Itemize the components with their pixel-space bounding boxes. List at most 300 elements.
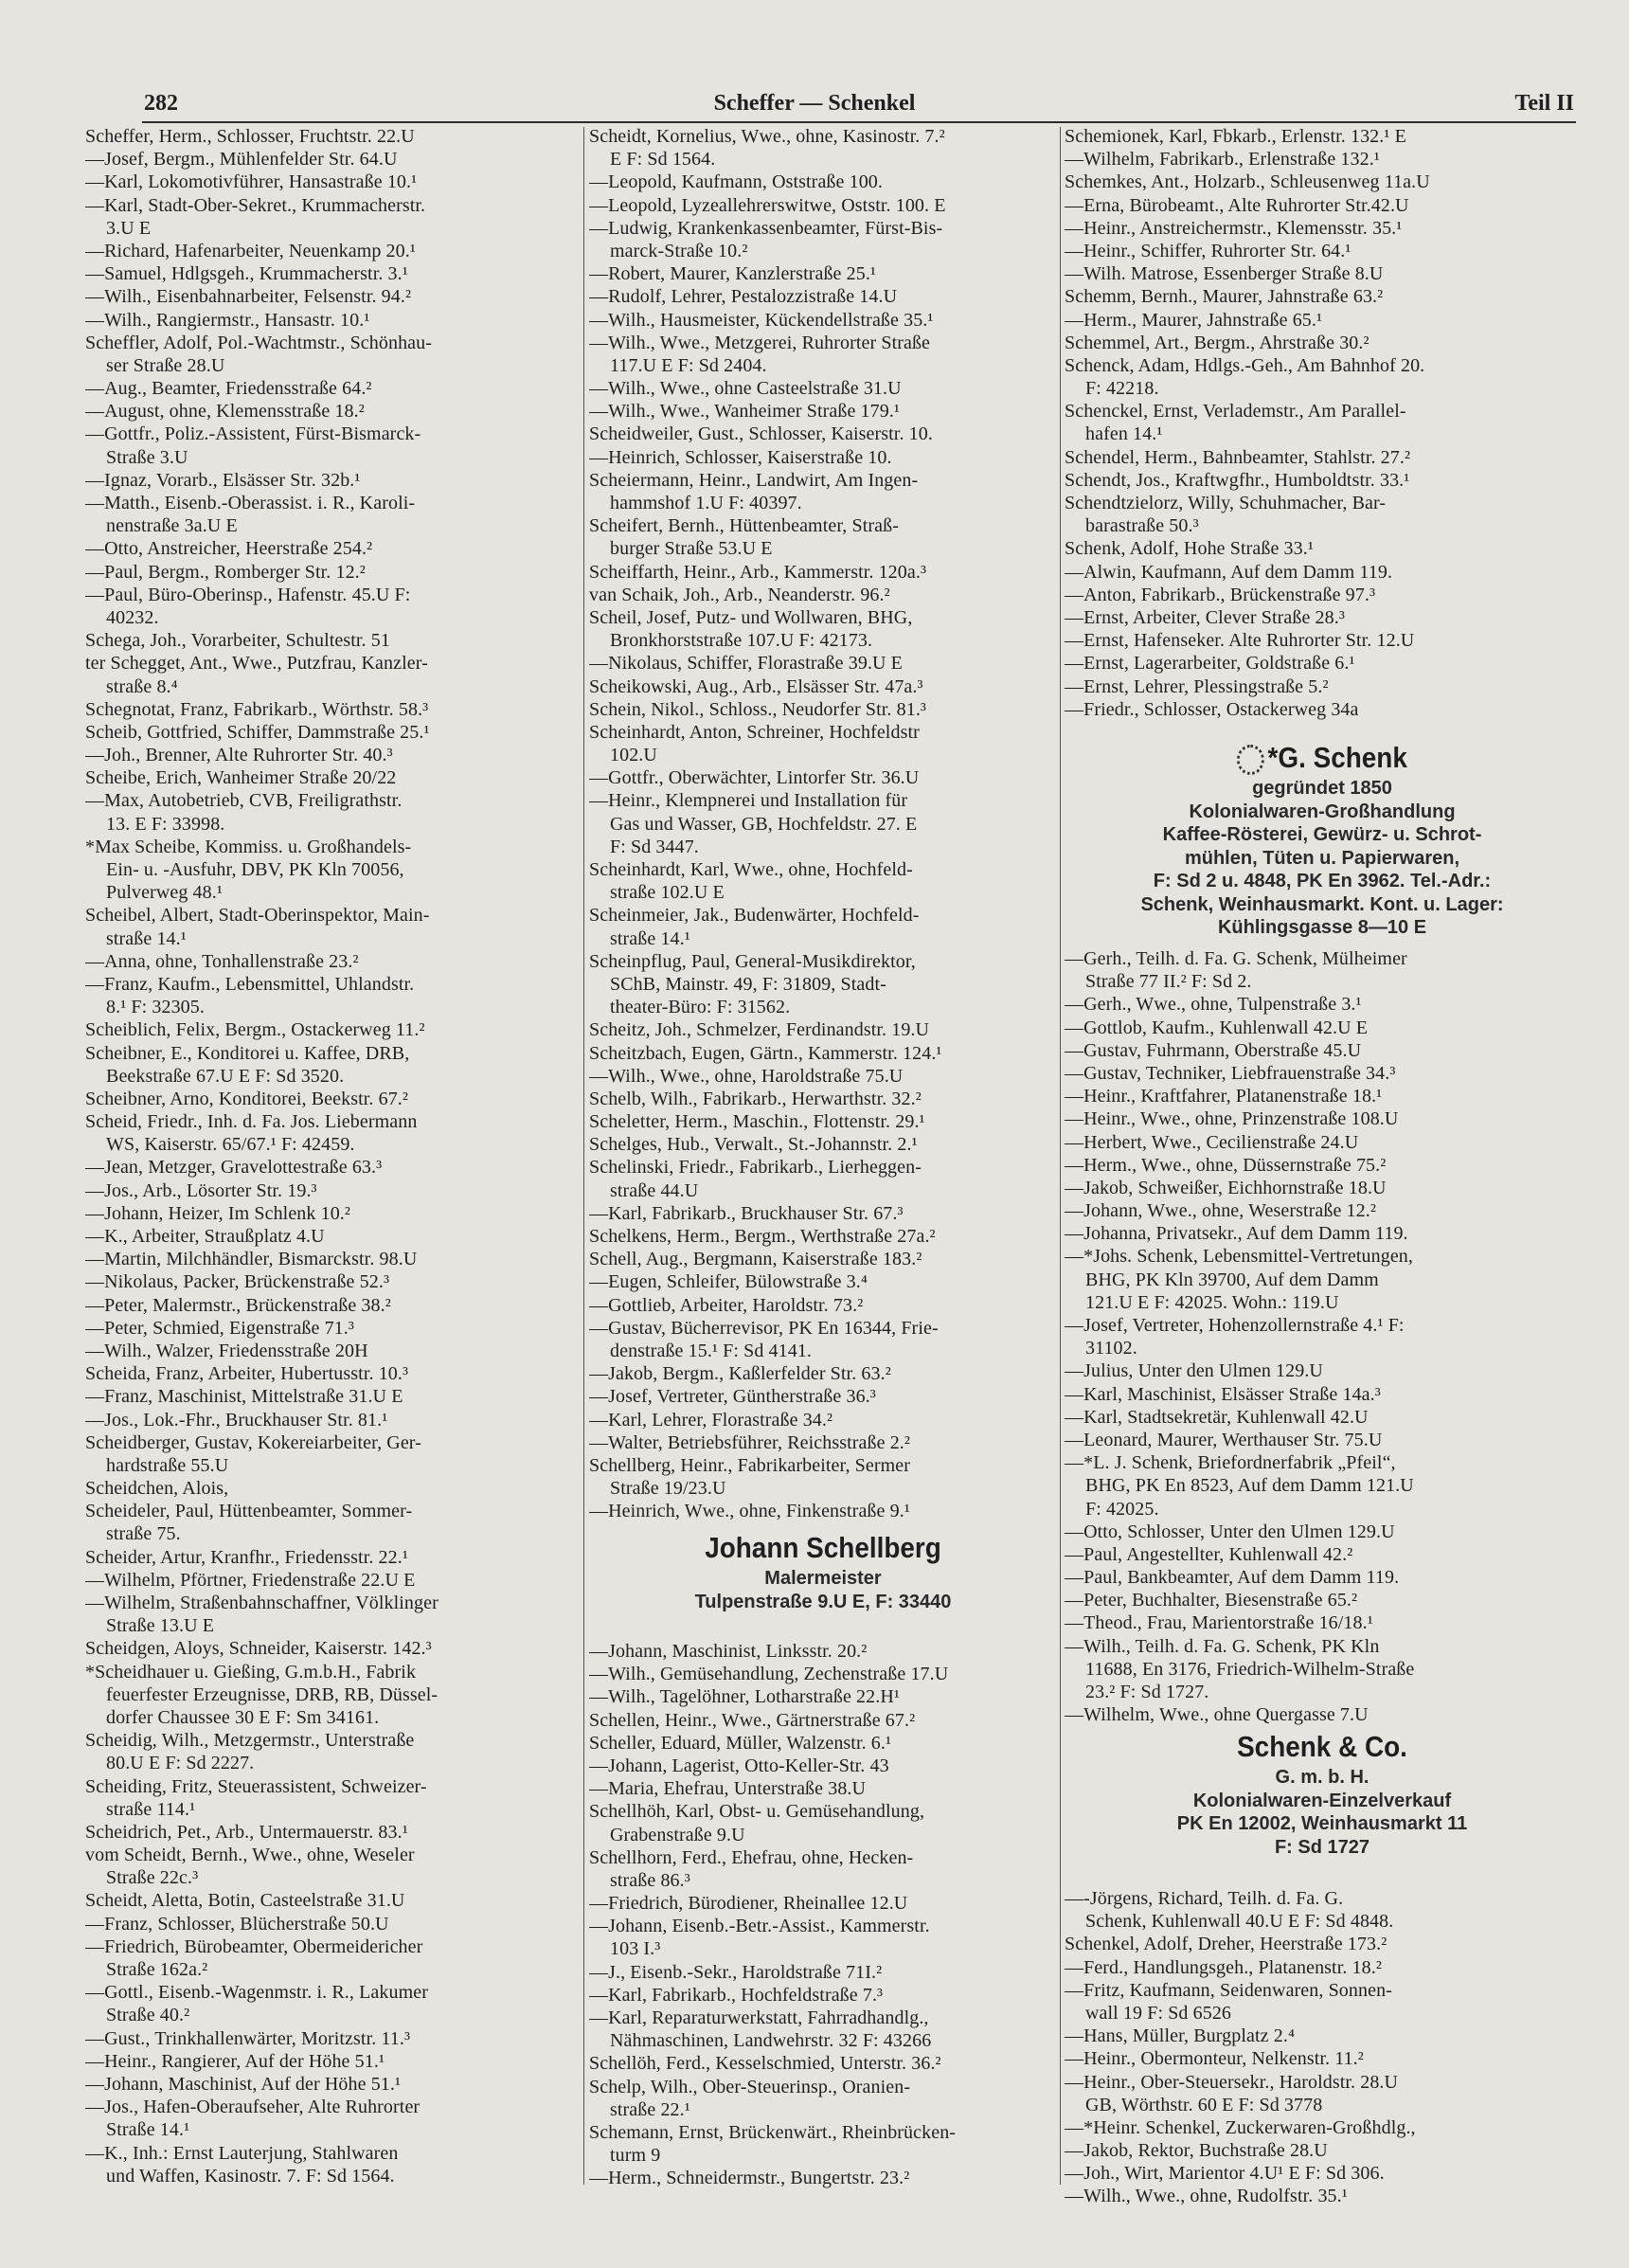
directory-entry xyxy=(85,1729,580,1774)
entry-line: —Gerh., Wwe., ohne, Tulpenstraße 3.¹ xyxy=(1065,994,1362,1016)
entry-line: —Otto, Anstreicher, Heerstraße 254.² xyxy=(85,538,373,560)
entry-line: —Martin, Milchhändler, Bismarckstr. 98.U xyxy=(85,1249,418,1270)
entry-line: —K., Arbeiter, Straußplatz 4.U xyxy=(85,1226,325,1247)
entry-line: —Fritz, Kaufmann, Seidenwaren, Sonnen- xyxy=(1065,1979,1392,2001)
directory-entry xyxy=(1065,262,1580,285)
directory-entry xyxy=(85,423,580,468)
directory-entry xyxy=(1065,2025,1580,2047)
directory-entry xyxy=(85,1592,580,1637)
directory-entry xyxy=(589,1133,1057,1156)
entry-continuation-line: wall 19 F: Sd 6526 xyxy=(1085,2002,1232,2024)
entry-line: Schelp, Wilh., Ober-Steuerinsp., Oranien- xyxy=(589,2076,911,2097)
directory-entry xyxy=(1065,1887,1580,1933)
ad-line: Malermeister xyxy=(764,1568,882,1589)
directory-entry xyxy=(1065,1039,1580,1062)
entry-line: Scheibner, E., Konditorei u. Kaffee, DRB, xyxy=(85,1042,410,1064)
entry-list xyxy=(1065,947,1580,1726)
directory-entry xyxy=(85,1270,580,1293)
entry-line: —Anton, Fabrikarb., Brückenstraße 97.³ xyxy=(1065,584,1376,605)
directory-entry xyxy=(589,125,1057,171)
directory-entry xyxy=(1065,171,1580,193)
directory-entry xyxy=(85,1500,580,1545)
entry-line: —Gustav, Bücherrevisor, PK En 16344, Frie- xyxy=(589,1317,939,1339)
entry-line: Scheider, Artur, Kranfhr., Friedensstr. 22.¹ xyxy=(85,1546,408,1568)
entry-line: Scheinpflug, Paul, General-Musikdirektor, xyxy=(589,950,916,972)
entry-line: —Ernst, Lehrer, Plessingstraße 5.² xyxy=(1065,675,1329,697)
entry-line: —Gottlob, Kaufm., Kuhlenwall 42.U E xyxy=(1065,1017,1369,1038)
entry-line: —Ernst, Hafenseker. Alte Ruhrorter Str. 12.U xyxy=(1065,630,1415,652)
directory-entry xyxy=(589,1846,1057,1892)
directory-entry xyxy=(1065,1956,1580,1979)
entry-continuation-line: SChB, Mainstr. 49, F: 31809, Stadt- xyxy=(610,973,886,995)
ad-title xyxy=(1090,1728,1554,1766)
entry-line: —Gottfr., Poliz.-Assistent, Fürst-Bismarck- xyxy=(85,423,421,445)
entry-line: vom Scheidt, Bernh., Wwe., ohne, Weseler xyxy=(85,1845,415,1866)
ad-line: Kolonialwaren-Einzelverkauf xyxy=(1192,1790,1452,1811)
entry-line: —Herbert, Wwe., Cecilienstraße 24.U xyxy=(1065,1131,1359,1153)
entry-line: Schegnotat, Franz, Fabrikarb., Wörthstr. 58.³ xyxy=(85,698,429,720)
entry-line: —Julius, Unter den Ulmen 129.U xyxy=(1065,1360,1323,1382)
directory-entry xyxy=(85,1385,580,1408)
directory-entry xyxy=(85,1431,580,1477)
entry-line: —Johann, Maschinist, Auf der Höhe 51.¹ xyxy=(85,2073,402,2095)
directory-entry xyxy=(1065,1199,1580,1222)
header-rule xyxy=(142,121,1576,123)
entry-line: —J., Eisenb.-Sekr., Haroldstraße 71I.² xyxy=(589,1961,883,1983)
entry-line: —Josef, Vertreter, Hohenzollernstraße 4.¹ F: xyxy=(1065,1315,1405,1336)
entry-continuation-line: Straße 14.¹ xyxy=(106,2119,190,2141)
directory-entry xyxy=(1065,1222,1580,1245)
entry-line: —Herm., Schneidermstr., Bungertstr. 23.² xyxy=(589,2168,910,2189)
entry-line: —Franz, Maschinist, Mittelstraße 31.U E xyxy=(85,1386,403,1408)
directory-entry xyxy=(589,2076,1057,2121)
entry-line: —Jakob, Rektor, Buchstraße 28.U xyxy=(1065,2140,1328,2162)
entry-continuation-line: Straße 77 II.² F: Sd 2. xyxy=(1085,971,1252,993)
entry-line: —-Jörgens, Richard, Teilh. d. Fa. G. xyxy=(1065,1888,1344,1909)
directory-entry xyxy=(589,194,1057,217)
directory-entry xyxy=(85,652,580,697)
directory-entry xyxy=(1065,2162,1580,2185)
entry-continuation-line: Straße 13.U E xyxy=(106,1615,215,1637)
entry-line: —Gottfr., Oberwächter, Lintorfer Str. 36.U xyxy=(589,767,920,789)
directory-entry xyxy=(589,1317,1057,1362)
entry-line: —Karl, Lehrer, Florastraße 34.² xyxy=(589,1409,833,1431)
directory-entry xyxy=(589,446,1057,469)
entry-continuation-line: 8.¹ F: 32305. xyxy=(106,997,205,1018)
entry-line: —Walter, Betriebsführer, Reichsstraße 2.² xyxy=(589,1431,910,1453)
ad-line: Kaffee-Rösterei, Gewürz- u. Schrot- xyxy=(1162,824,1482,845)
entry-line: —Heinr., Ober-Steuersekr., Haroldstr. 28.U xyxy=(1065,2071,1399,2093)
entry-line: —Franz, Kaufm., Lebensmittel, Uhlandstr. xyxy=(85,973,415,995)
entry-line: —Herm., Maurer, Jahnstraße 65.¹ xyxy=(1065,309,1323,331)
directory-entry xyxy=(85,1981,580,2026)
entry-continuation-line: theater-Büro: F: 31562. xyxy=(610,997,791,1018)
directory-entry xyxy=(85,1340,580,1362)
entry-continuation-line: 23.² F: Sd 1727. xyxy=(1085,1682,1209,1702)
entry-continuation-line: BHG, PK Kln 39700, Auf dem Damm xyxy=(1085,1269,1379,1290)
ad-line: F: Sd 2 u. 4848, PK En 3962. Tel.-Adr.: xyxy=(1153,871,1492,891)
directory-entry xyxy=(589,377,1057,400)
volume-part: Teil II xyxy=(1514,91,1574,116)
directory-entry xyxy=(589,1270,1057,1293)
directory-entry xyxy=(85,2050,580,2073)
entry-line: van Schaik, Joh., Arb., Neanderstr. 96.² xyxy=(589,584,890,605)
directory-entry xyxy=(85,400,580,423)
directory-entry xyxy=(1065,1566,1580,1589)
entry-line: —Johann, Wwe., ohne, Weserstraße 12.² xyxy=(1065,1200,1376,1222)
directory-entry xyxy=(1065,1611,1580,1634)
directory-entry xyxy=(589,400,1057,423)
entry-continuation-line: 103 I.³ xyxy=(610,1938,661,1960)
entry-line: Schelges, Hub., Verwalt., St.-Johannstr. 2.¹ xyxy=(589,1134,918,1156)
entry-line: —Wilhelm, Fabrikarb., Erlenstraße 132.¹ xyxy=(1065,149,1380,171)
entry-line: Schein, Nikol., Schloss., Neudorfer Str. 81.³ xyxy=(589,698,927,720)
ad-line: Schenk, Weinhausmarkt. Kont. u. Lager: xyxy=(1140,893,1504,915)
entry-line: Schemann, Ernst, Brückenwärt., Rheinbrücken- xyxy=(589,2121,957,2143)
directory-entry xyxy=(85,194,580,240)
entry-continuation-line: WS, Kaiserstr. 65/67.¹ F: 42459. xyxy=(106,1134,355,1156)
entry-line: —Joh., Wirt, Marientor 4.U¹ E F: Sd 306. xyxy=(1065,2163,1385,2185)
entry-continuation-line: 13. E F: 33998. xyxy=(106,813,225,835)
directory-entry xyxy=(589,561,1057,584)
directory-entry xyxy=(85,262,580,285)
entry-line: Schemionek, Karl, Fbkarb., Erlenstr. 132.¹ E xyxy=(1065,126,1406,147)
directory-entry xyxy=(589,904,1057,949)
entry-line: Schellberg, Heinr., Fabrikarbeiter, Sermer xyxy=(589,1454,911,1476)
directory-entry xyxy=(589,1110,1057,1133)
directory-entry xyxy=(85,1179,580,1202)
directory-entry xyxy=(85,2096,580,2141)
column-divider xyxy=(1060,127,1061,2185)
entry-line: —Robert, Maurer, Kanzlerstraße 25.¹ xyxy=(589,263,877,285)
directory-entry xyxy=(85,469,580,492)
ad-title xyxy=(1090,739,1554,777)
entry-line: —Heinr., Schiffer, Ruhrorter Str. 64.¹ xyxy=(1065,240,1352,261)
directory-entry xyxy=(1065,2047,1580,2070)
directory-entry xyxy=(1065,1521,1580,1543)
directory-entry xyxy=(1065,2116,1580,2139)
directory-entry xyxy=(85,2142,580,2187)
entry-line: Scheinmeier, Jak., Budenwärter, Hochfeld- xyxy=(589,905,920,927)
entry-line: —Johanna, Privatsekr., Auf dem Damm 119. xyxy=(1065,1223,1408,1245)
directory-entry xyxy=(85,1935,580,1981)
directory-entry xyxy=(1065,354,1580,400)
entry-line: Schelkens, Herm., Bergm., Werthstraße 27a.² xyxy=(589,1226,936,1247)
entry-line: —Wilh., Teilh. d. Fa. G. Schenk, PK Kln xyxy=(1065,1635,1380,1657)
entry-continuation-line: straße 8.⁴ xyxy=(106,675,178,697)
entry-line: —Paul, Bergm., Romberger Str. 12.² xyxy=(85,561,366,583)
entry-continuation-line: 3.U E xyxy=(106,217,152,239)
entry-line: Scheletter, Herm., Maschin., Flottenstr. 29.¹ xyxy=(589,1111,925,1133)
entry-line: Schellen, Heinr., Wwe., Gärtnerstraße 67.² xyxy=(589,1709,916,1731)
directory-entry xyxy=(589,1685,1057,1708)
entry-line: —Josef, Bergm., Mühlenfelder Str. 64.U xyxy=(85,149,398,171)
directory-entry xyxy=(85,789,580,835)
entry-line: —Wilh., Walzer, Friedensstraße 20H xyxy=(85,1340,368,1361)
entry-continuation-line: straße 22.¹ xyxy=(610,2098,690,2120)
entry-line: Scheidchen, Alois, xyxy=(85,1478,229,1500)
entry-list xyxy=(1065,125,1580,721)
entry-continuation-line: burger Straße 53.U E xyxy=(610,538,773,560)
directory-entry xyxy=(589,285,1057,308)
entry-continuation-line: hardstraße 55.U xyxy=(106,1454,229,1476)
entry-line: Scheiblich, Felix, Bergm., Ostackerweg 11.² xyxy=(85,1019,425,1041)
entry-line: Scheiffarth, Heinr., Arb., Kammerstr. 120a.³ xyxy=(589,561,927,583)
entry-line: Schendel, Herm., Bahnbeamter, Stahlstr. 27.² xyxy=(1065,446,1411,468)
directory-entry xyxy=(85,1317,580,1340)
entry-line: —Rudolf, Lehrer, Pestalozzistraße 14.U xyxy=(589,286,898,308)
directory-entry xyxy=(589,2167,1057,2189)
entry-line: —Heinr., Kraftfahrer, Platanenstraße 18.¹ xyxy=(1065,1086,1383,1107)
entry-continuation-line: straße 102.U E xyxy=(610,882,725,904)
entry-line: —Gottl., Eisenb.-Wagenmstr. i. R., Lakumer xyxy=(85,1982,428,2004)
entry-line: —Heinrich, Schlosser, Kaiserstraße 10. xyxy=(589,446,892,468)
directory-entry xyxy=(85,1248,580,1270)
directory-entry xyxy=(589,1454,1057,1500)
entry-line: Scheibner, Arno, Konditorei, Beekstr. 67.² xyxy=(85,1088,409,1109)
directory-entry xyxy=(85,537,580,560)
directory-entry xyxy=(1065,125,1580,148)
column-divider xyxy=(583,127,584,2185)
entry-line: —Paul, Angestellter, Kuhlenwall 42.² xyxy=(1065,1543,1353,1565)
directory-entry xyxy=(589,262,1057,285)
directory-entry xyxy=(1065,606,1580,629)
entry-line: —Peter, Malermstr., Brückenstraße 38.² xyxy=(85,1294,391,1316)
entry-line: —Paul, Büro-Oberinsp., Hafenstr. 45.U F: xyxy=(85,584,411,605)
entry-line: —Johann, Maschinist, Linksstr. 20.² xyxy=(589,1641,868,1662)
entry-continuation-line: hafen 14.¹ xyxy=(1085,423,1163,445)
entry-line: —Joh., Brenner, Alte Ruhrorter Str. 40.³ xyxy=(85,745,393,766)
directory-entry xyxy=(1065,1062,1580,1085)
directory-entry xyxy=(589,217,1057,262)
directory-entry xyxy=(1065,1154,1580,1177)
entry-line: —Jakob, Schweißer, Eichhornstraße 18.U xyxy=(1065,1177,1387,1198)
entry-line: —Richard, Hafenarbeiter, Neuenkamp 20.¹ xyxy=(85,240,416,261)
entry-continuation-line: BHG, PK En 8523, Auf dem Damm 121.U xyxy=(1085,1475,1414,1497)
entry-continuation-line: denstraße 15.¹ F: Sd 4141. xyxy=(610,1340,813,1361)
entry-continuation-line: Grabenstraße 9.U xyxy=(610,1824,745,1845)
directory-entry xyxy=(1065,148,1580,171)
directory-entry xyxy=(85,1088,580,1110)
directory-entry xyxy=(1065,1703,1580,1726)
entry-line: —Wilh., Gemüsehandlung, Zechenstraße 17.U xyxy=(589,1664,949,1685)
entry-line: Scheib, Gottfried, Schiffer, Dammstraße 25.¹ xyxy=(85,721,430,743)
entry-line: —Karl, Fabrikarb., Hochfeldstraße 7.³ xyxy=(589,1984,884,2006)
directory-entry xyxy=(1065,285,1580,308)
directory-entry xyxy=(589,1042,1057,1065)
entry-continuation-line: GB, Wörthstr. 60 E F: Sd 3778 xyxy=(1085,2094,1323,2115)
entry-line: —Erna, Bürobeamt., Alte Ruhrorter Str.42.U xyxy=(1065,194,1409,216)
directory-entry xyxy=(1065,1359,1580,1382)
entry-line: Schega, Joh., Vorarbeiter, Schultestr. 51 xyxy=(85,630,390,652)
entry-continuation-line: Gas und Wasser, GB, Hochfeldstr. 27. E xyxy=(610,813,918,835)
directory-entry xyxy=(1065,947,1580,993)
entry-line: —*Heinr. Schenkel, Zuckerwaren-Großhdlg., xyxy=(1065,2116,1416,2138)
entry-continuation-line: F: 42218. xyxy=(1085,378,1159,400)
directory-entry xyxy=(85,1889,580,1912)
directory-entry xyxy=(589,1156,1057,1201)
directory-entry xyxy=(589,1202,1057,1225)
directory-entry xyxy=(85,1477,580,1500)
directory-entry xyxy=(589,721,1057,766)
entry-line: —Wilh. Matrose, Essenberger Straße 8.U xyxy=(1065,263,1384,285)
entry-line: Scheideler, Paul, Hüttenbeamter, Sommer- xyxy=(85,1501,413,1522)
entry-continuation-line: 11688, En 3176, Friedrich-Wilhelm-Straße xyxy=(1085,1658,1415,1680)
ad-line: F: Sd 1727 xyxy=(1274,1836,1370,1858)
directory-entry xyxy=(589,1915,1057,1960)
directory-entry xyxy=(85,285,580,308)
directory-entry xyxy=(1065,217,1580,240)
entry-line: —Johann, Eisenb.-Betr.-Assist., Kammerstr. xyxy=(589,1916,930,1937)
directory-entry xyxy=(1065,194,1580,217)
entry-continuation-line: Straße 22c.³ xyxy=(106,1867,199,1889)
entry-line: —Heinr., Klempnerei und Installation für xyxy=(589,790,908,812)
entry-continuation-line: Nähmaschinen, Landwehrstr. 32 F: 43266 xyxy=(610,2030,932,2052)
entry-line: Scheibe, Erich, Wanheimer Straße 20/22 xyxy=(85,767,397,789)
entry-continuation-line: und Waffen, Kasinostr. 7. F: Sd 1564. xyxy=(106,2165,395,2187)
entry-line: Scheidt, Kornelius, Wwe., ohne, Kasinostr. 7.² xyxy=(589,126,945,147)
entry-line: Schemmel, Art., Bergm., Ahrstraße 30.² xyxy=(1065,332,1369,353)
entry-line: Scheitz, Joh., Schmelzer, Ferdinandstr. 19.U xyxy=(589,1019,930,1041)
entry-line: Schellöh, Ferd., Kesselschmied, Unterstr. 36.² xyxy=(589,2053,941,2075)
directory-entry xyxy=(85,836,580,905)
directory-entry xyxy=(85,1409,580,1431)
directory-entry xyxy=(1065,675,1580,698)
entry-continuation-line: 80.U E F: Sd 2227. xyxy=(106,1753,255,1774)
entry-line: —Wilhelm, Pförtner, Friedenstraße 22.U E xyxy=(85,1569,416,1591)
entry-line: —Leonard, Maurer, Werthauser Str. 75.U xyxy=(1065,1429,1383,1450)
entry-line: —Wilh., Tagelöhner, Lotharstraße 22.H¹ xyxy=(589,1686,900,1708)
entry-line: *Max Scheibe, Kommiss. u. Großhandels- xyxy=(85,836,412,857)
directory-entry xyxy=(589,1777,1057,1800)
directory-entry xyxy=(1065,2185,1580,2207)
entry-continuation-line: Straße 3.U xyxy=(106,446,188,468)
entry-continuation-line: F: Sd 3447. xyxy=(610,836,699,857)
directory-entry xyxy=(85,1362,580,1385)
ad-title-text: Johann Schellberg xyxy=(705,1531,941,1564)
entry-line: Schenk, Adolf, Hohe Straße 33.¹ xyxy=(1065,538,1314,560)
entry-line: Scheibel, Albert, Stadt-Oberinspektor, Main- xyxy=(85,905,430,927)
entry-line: Scheikowski, Aug., Arb., Elsässer Str. 47a.³ xyxy=(589,675,923,697)
wreath-logo-icon xyxy=(1237,745,1264,775)
directory-entry xyxy=(1065,469,1580,492)
entry-continuation-line: Schenk, Kuhlenwall 40.U E F: Sd 4848. xyxy=(1085,1911,1394,1933)
entry-line: —Nikolaus, Packer, Brückenstraße 52.³ xyxy=(85,1271,390,1293)
directory-entry xyxy=(589,858,1057,904)
entry-line: —Ernst, Arbeiter, Clever Straße 28.³ xyxy=(1065,606,1345,628)
entry-line: Schell, Aug., Bergmann, Kaiserstraße 183.² xyxy=(589,1249,922,1270)
directory-entry xyxy=(85,1661,580,1730)
directory-entry xyxy=(1065,1589,1580,1611)
directory-entry xyxy=(1065,1383,1580,1406)
directory-entry xyxy=(85,171,580,193)
directory-entry xyxy=(85,492,580,537)
entry-line: —Ignaz, Vorarb., Elsässer Str. 32b.¹ xyxy=(85,469,361,491)
directory-entry xyxy=(589,332,1057,377)
directory-entry xyxy=(85,2073,580,2096)
entry-line: —Heinr., Obermonteur, Nelkenstr. 11.² xyxy=(1065,2048,1364,2070)
directory-entry xyxy=(1065,309,1580,332)
directory-entry xyxy=(589,789,1057,858)
entry-line: Schemm, Bernh., Maurer, Jahnstraße 63.² xyxy=(1065,286,1384,308)
entry-continuation-line: hammshof 1.U F: 40397. xyxy=(610,493,802,513)
entry-line: Scheifert, Bernh., Hüttenbeamter, Straß- xyxy=(589,515,899,537)
ad-title-text: *G. Schenk xyxy=(1267,741,1407,774)
entry-continuation-line: 31102. xyxy=(1085,1338,1137,1359)
entry-line: —Gust., Trinkhallenwärter, Moritzstr. 11.³ xyxy=(85,2027,411,2049)
entry-continuation-line: E F: Sd 1564. xyxy=(610,149,716,171)
directory-entry xyxy=(1065,629,1580,652)
entry-line: Schelinski, Friedr., Fabrikarb., Lierheggen- xyxy=(589,1157,922,1179)
entry-line: Schenckel, Ernst, Verlademstr., Am Parallel- xyxy=(1065,401,1406,423)
directory-entry xyxy=(589,766,1057,789)
directory-entry xyxy=(589,1663,1057,1685)
entry-line: —Eugen, Schleifer, Bülowstraße 3.⁴ xyxy=(589,1271,868,1293)
directory-entry xyxy=(589,1409,1057,1431)
entry-line: —Wilh., Wwe., ohne Casteelstraße 31.U xyxy=(589,378,902,400)
directory-entry xyxy=(85,629,580,652)
directory-entry xyxy=(589,514,1057,560)
directory-entry xyxy=(1065,1131,1580,1154)
entry-list xyxy=(589,125,1057,1522)
entry-line: —Jean, Metzger, Gravelottestraße 63.³ xyxy=(85,1157,383,1179)
directory-entry xyxy=(85,1110,580,1156)
directory-entry xyxy=(1065,1314,1580,1359)
ad-line: Kolonialwaren-Großhandlung xyxy=(1189,801,1456,822)
directory-entry xyxy=(589,584,1057,606)
ad-title-text: Schenk & Co. xyxy=(1237,1730,1407,1763)
directory-entry xyxy=(85,1821,580,1844)
entry-list xyxy=(589,1640,1057,2190)
directory-entry xyxy=(85,1569,580,1592)
entry-line: Scheinhardt, Karl, Wwe., ohne, Hochfeld- xyxy=(589,859,913,880)
entry-line: —Karl, Fabrikarb., Bruckhauser Str. 67.³ xyxy=(589,1202,904,1224)
directory-entry xyxy=(85,1294,580,1317)
entry-line: —Wilh., Wwe., ohne, Rudolfstr. 35.¹ xyxy=(1065,2186,1348,2207)
entry-line: —Gustav, Techniker, Liebfrauenstraße 34.³ xyxy=(1065,1062,1396,1084)
directory-entry xyxy=(589,1984,1057,2007)
directory-entry xyxy=(1065,1177,1580,1199)
directory-entry xyxy=(1065,698,1580,721)
entry-continuation-line: straße 75. xyxy=(106,1523,181,1545)
entry-line: Scheffer, Herm., Schlosser, Fruchtstr. 22.U xyxy=(85,126,415,147)
entry-line: Scheitzbach, Eugen, Gärtn., Kammerstr. 124.¹ xyxy=(589,1042,942,1064)
directory-entry xyxy=(85,1202,580,1225)
entry-list xyxy=(1065,1887,1580,2208)
directory-entry xyxy=(589,2007,1057,2052)
entry-line: —Gustav, Fuhrmann, Oberstraße 45.U xyxy=(1065,1039,1362,1061)
entry-line: —Max, Autobetrieb, CVB, Freiligrathstr. xyxy=(85,790,403,812)
directory-entry xyxy=(85,1018,580,1041)
entry-line: —Johann, Heizer, Im Schlenk 10.² xyxy=(85,1202,350,1224)
advertisement xyxy=(1065,1728,1580,1859)
entry-continuation-line: 117.U E F: Sd 2404. xyxy=(610,354,767,376)
entry-line: Scheidgen, Aloys, Schneider, Kaiserstr. 142.³ xyxy=(85,1638,432,1660)
directory-entry xyxy=(1065,561,1580,584)
entry-continuation-line: straße 114.¹ xyxy=(106,1798,196,1820)
entry-continuation-line: Straße 40.² xyxy=(106,2005,190,2026)
entry-line: —Otto, Schlosser, Unter den Ulmen 129.U xyxy=(1065,1521,1395,1542)
advertisement xyxy=(589,1529,1057,1613)
directory-entry xyxy=(1065,584,1580,606)
directory-entry xyxy=(589,423,1057,445)
entry-continuation-line: Bronkhorststraße 107.U F: 42173. xyxy=(610,630,873,652)
directory-entry xyxy=(589,1755,1057,1777)
entry-line: —Karl, Stadt-Ober-Sekret., Krummacherstr. xyxy=(85,194,426,216)
directory-entry xyxy=(1065,1017,1580,1039)
directory-entry xyxy=(1065,332,1580,354)
directory-entry xyxy=(85,1844,580,1889)
